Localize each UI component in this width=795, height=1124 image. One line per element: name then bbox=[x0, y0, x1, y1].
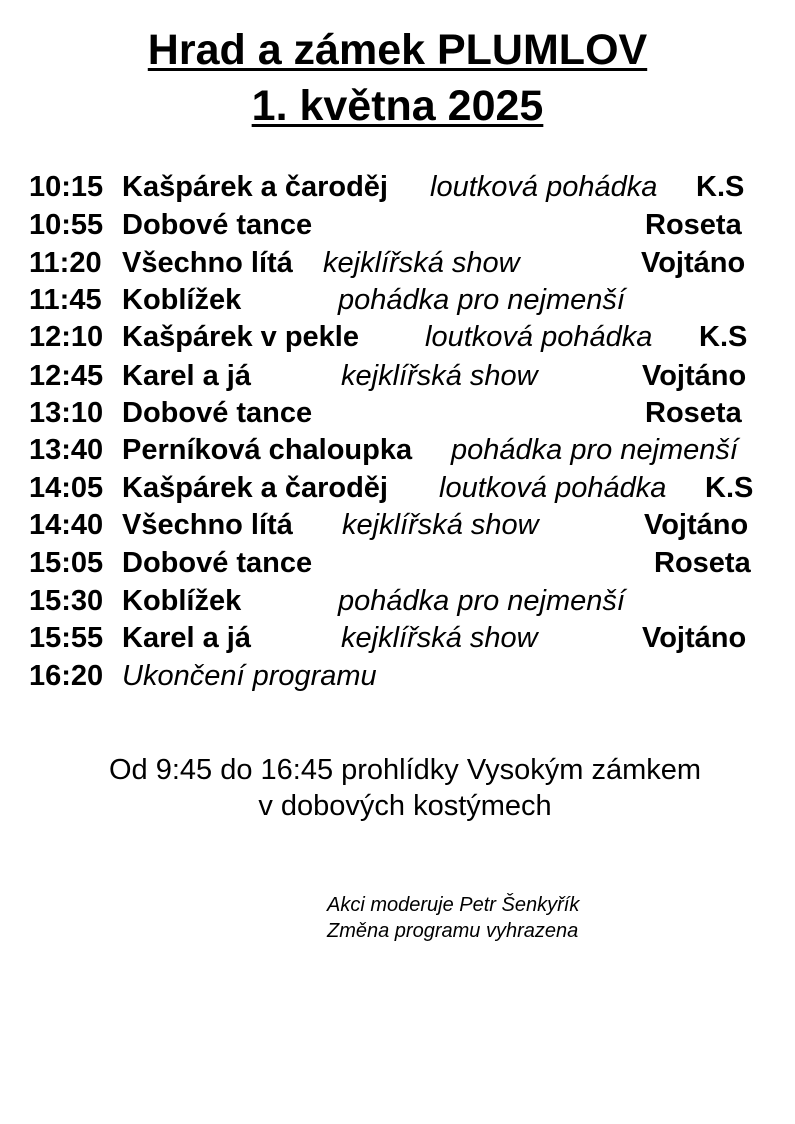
program-time: 10:15 bbox=[29, 171, 104, 203]
program-performer: Vojtáno bbox=[644, 509, 749, 541]
program-desc: pohádka pro nejmenší bbox=[338, 585, 625, 617]
program-time: 11:45 bbox=[29, 284, 102, 316]
program-desc: loutková pohádka bbox=[425, 321, 653, 353]
program-desc: kejklířská show bbox=[341, 622, 538, 654]
tour-notice-line1: Od 9:45 do 16:45 prohlídky Vysokým zámkem bbox=[108, 754, 702, 786]
program-performer: Vojtáno bbox=[641, 247, 746, 279]
program-performer: K.S bbox=[696, 171, 745, 203]
program-name: Dobové tance bbox=[122, 397, 313, 429]
page-title bbox=[0, 24, 795, 76]
program-desc: kejklířská show bbox=[341, 360, 538, 392]
program-desc: kejklířská show bbox=[323, 247, 520, 279]
program-time: 13:10 bbox=[29, 397, 104, 429]
program-desc: loutková pohádka bbox=[430, 171, 658, 203]
program-name: Dobové tance bbox=[122, 209, 313, 241]
program-desc: Ukončení programu bbox=[122, 660, 377, 692]
program-name: Všechno lítá bbox=[122, 247, 293, 279]
change-disclaimer: Změna programu vyhrazena bbox=[327, 920, 579, 942]
program-time: 14:40 bbox=[29, 509, 104, 541]
program-desc: loutková pohádka bbox=[439, 472, 667, 504]
program-name: Koblížek bbox=[122, 585, 242, 617]
event-date-text: 1. května 2025 bbox=[251, 82, 544, 130]
program-time: 15:30 bbox=[29, 585, 104, 617]
program-performer: Vojtáno bbox=[642, 622, 747, 654]
program-performer: Roseta bbox=[645, 209, 742, 241]
program-time: 15:55 bbox=[29, 622, 104, 654]
program-performer: Roseta bbox=[645, 397, 742, 429]
program-name: Koblížek bbox=[122, 284, 242, 316]
program-name: Všechno lítá bbox=[122, 509, 293, 541]
program-performer: K.S bbox=[699, 321, 748, 353]
program-desc: kejklířská show bbox=[342, 509, 539, 541]
program-name: Karel a já bbox=[122, 622, 251, 654]
program-time: 16:20 bbox=[29, 660, 104, 692]
program-name: Kašpárek v pekle bbox=[122, 321, 359, 353]
program-time: 14:05 bbox=[29, 472, 104, 504]
program-time: 15:05 bbox=[29, 547, 104, 579]
program-time: 12:45 bbox=[29, 360, 104, 392]
program-name: Perníková chaloupka bbox=[122, 434, 413, 466]
page-title-text: Hrad a zámek PLUMLOV bbox=[147, 26, 648, 74]
program-performer: Roseta bbox=[654, 547, 751, 579]
moderator-note: Akci moderuje Petr Šenkyřík bbox=[327, 894, 580, 916]
program-time: 10:55 bbox=[29, 209, 104, 241]
program-time: 13:40 bbox=[29, 434, 104, 466]
program-name: Kašpárek a čaroděj bbox=[122, 472, 388, 504]
tour-notice-line2: v dobových kostýmech bbox=[258, 790, 552, 822]
program-performer: K.S bbox=[705, 472, 754, 504]
program-desc: pohádka pro nejmenší bbox=[451, 434, 738, 466]
event-date bbox=[0, 80, 795, 132]
program-time: 12:10 bbox=[29, 321, 104, 353]
program-performer: Vojtáno bbox=[642, 360, 747, 392]
program-name: Dobové tance bbox=[122, 547, 313, 579]
program-name: Karel a já bbox=[122, 360, 251, 392]
program-time: 11:20 bbox=[29, 247, 102, 279]
program-desc: pohádka pro nejmenší bbox=[338, 284, 625, 316]
program-name: Kašpárek a čaroděj bbox=[122, 171, 388, 203]
